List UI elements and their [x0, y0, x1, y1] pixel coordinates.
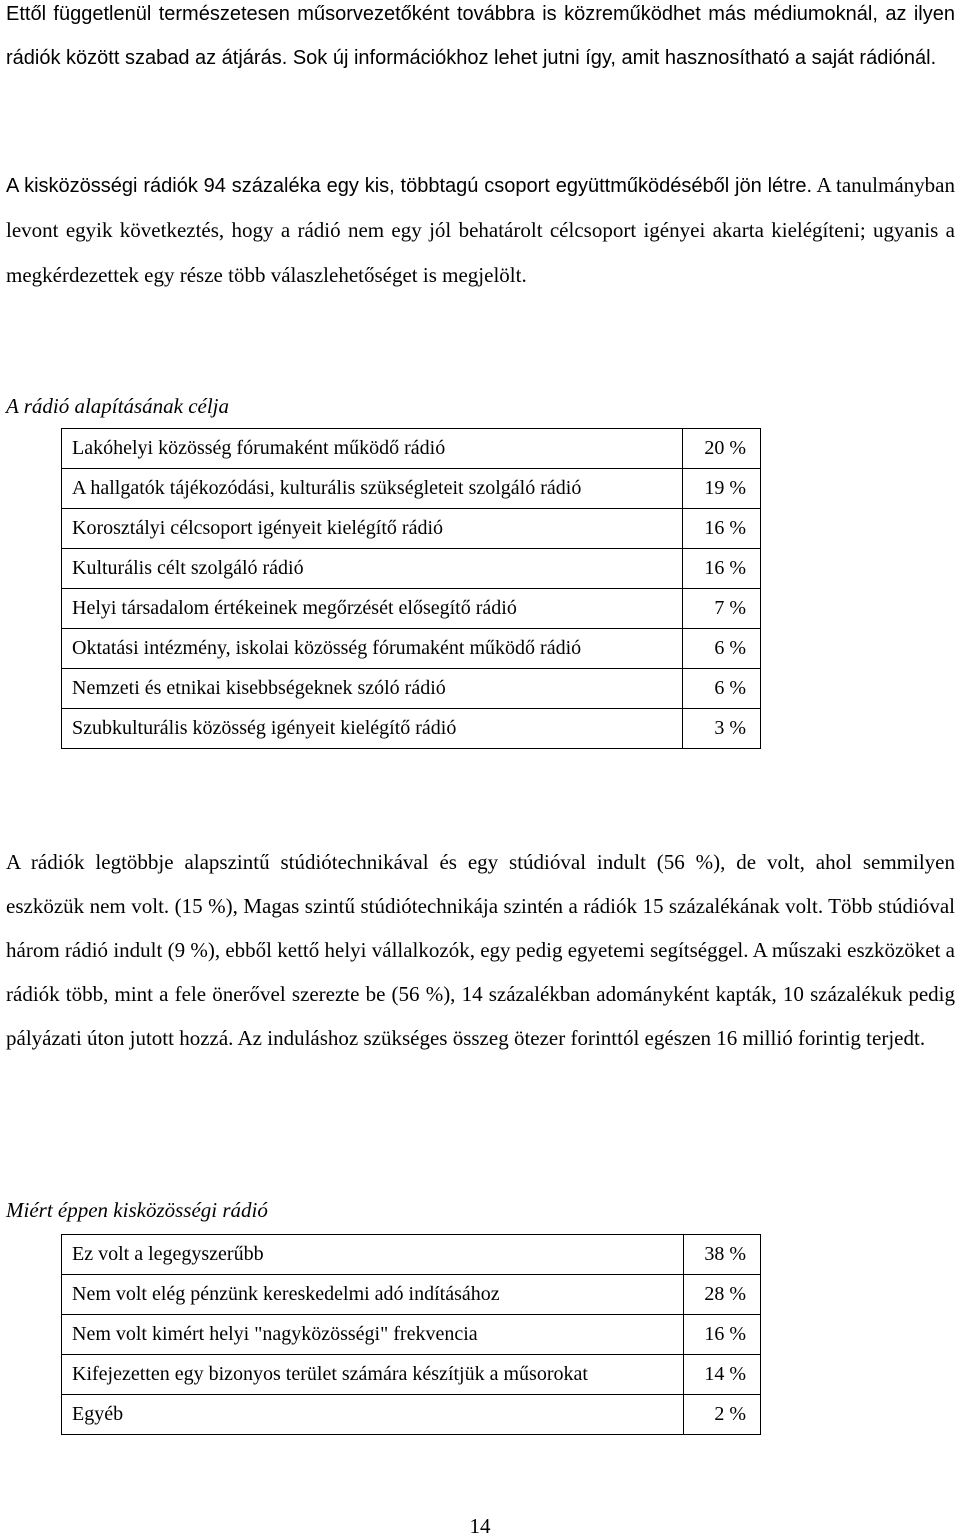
table-row	[62, 1395, 761, 1435]
row-value: 20 %	[682, 429, 760, 469]
row-value: 16 %	[682, 509, 760, 549]
table-row	[62, 1315, 761, 1355]
row-label: Nem volt elég pénzünk kereskedelmi adó indításához	[62, 1275, 684, 1315]
row-label: Helyi társadalom értékeinek megőrzését elősegítő rádió	[62, 589, 683, 629]
row-value: 19 %	[682, 469, 760, 509]
row-label: Egyéb	[62, 1395, 684, 1435]
table-row	[62, 629, 761, 669]
row-value: 16 %	[683, 1315, 760, 1355]
row-value: 7 %	[682, 589, 760, 629]
table-row	[62, 549, 761, 589]
table-row	[62, 709, 761, 749]
row-value: 28 %	[683, 1275, 760, 1315]
table-row	[62, 1275, 761, 1315]
paragraph-survey-summary-part1: A kisközösségi rádiók 94 százaléka egy kis, többtagú csoport együttműködéséből jön létre.	[6, 175, 813, 197]
table-1-heading: A rádió alapításának célja	[6, 394, 230, 418]
row-label: Nem volt kimért helyi "nagyközösségi" frekvencia	[62, 1315, 684, 1355]
table-row	[62, 469, 761, 509]
table-row	[62, 669, 761, 709]
table-row	[62, 1355, 761, 1395]
reasons-table	[61, 1234, 761, 1435]
row-label: Oktatási intézmény, iskolai közösség fórumaként működő rádió	[62, 629, 683, 669]
row-label: Kulturális célt szolgáló rádió	[62, 549, 683, 589]
table-2-heading: Miért éppen kisközösségi rádió	[6, 1198, 268, 1222]
row-value: 2 %	[683, 1395, 760, 1435]
row-value: 16 %	[682, 549, 760, 589]
row-label: Szubkulturális közösség igényeit kielégítő rádió	[62, 709, 683, 749]
founding-purpose-table	[61, 428, 761, 749]
row-label: Ez volt a legegyszerűbb	[62, 1235, 684, 1275]
row-value: 6 %	[682, 669, 760, 709]
paragraph-survey-summary-part2: A tanulmányban levont egyik következtés, hogy a rádió nem egy jól behatárolt célcsoport igényei akarta kielégíteni; ugyanis a megkérdezettek egy része több válaszlehetőséget is megjelölt.	[6, 173, 955, 287]
row-value: 38 %	[683, 1235, 760, 1275]
row-value: 6 %	[682, 629, 760, 669]
table-row	[62, 1235, 761, 1275]
row-label: A hallgatók tájékozódási, kulturális szükségleteit szolgáló rádió	[62, 469, 683, 509]
row-label: Nemzeti és etnikai kisebbségeknek szóló rádió	[62, 669, 683, 709]
table-row	[62, 589, 761, 629]
paragraph-intro: Ettől függetlenül természetesen műsorvezetőként továbbra is közreműködhet más médiumoknál, az ilyen rádiók között szabad az átjárás. Sok új információkhoz lehet jutni így, amit hasznosítható a saját rádiónál.	[6, 3, 955, 69]
table-row	[62, 509, 761, 549]
row-value: 3 %	[682, 709, 760, 749]
row-label: Lakóhelyi közösség fórumaként működő rádió	[62, 429, 683, 469]
table-row	[62, 429, 761, 469]
page-number: 14	[469, 1514, 491, 1538]
paragraph-equipment: A rádiók legtöbbje alapszintű stúdiótechnikával és egy stúdióval indult (56 %), de volt, ahol semmilyen eszközük nem volt. (15 %), Magas szintű stúdiótechnikája szintén a rádiók 15 százalékának volt. Több stúdióval három rádió indult (9 %), ebből kettő helyi vállalkozók, egy pedig egyetemi segítséggel. A műszaki eszközöket a rádiók több, mint a fele önerővel szerezte be (56 %), 14 százalékban adományként kapták, 10 százalékuk pedig pályázati úton jutott hozzá. Az induláshoz szükséges összeg ötezer forinttól egészen 16 millió forintig terjedt.	[6, 850, 955, 1050]
row-value: 14 %	[683, 1355, 760, 1395]
row-label: Korosztályi célcsoport igényeit kielégítő rádió	[62, 509, 683, 549]
paragraph-survey-summary	[6, 163, 955, 298]
row-label: Kifejezetten egy bizonyos terület számára készítjük a műsorokat	[62, 1355, 684, 1395]
